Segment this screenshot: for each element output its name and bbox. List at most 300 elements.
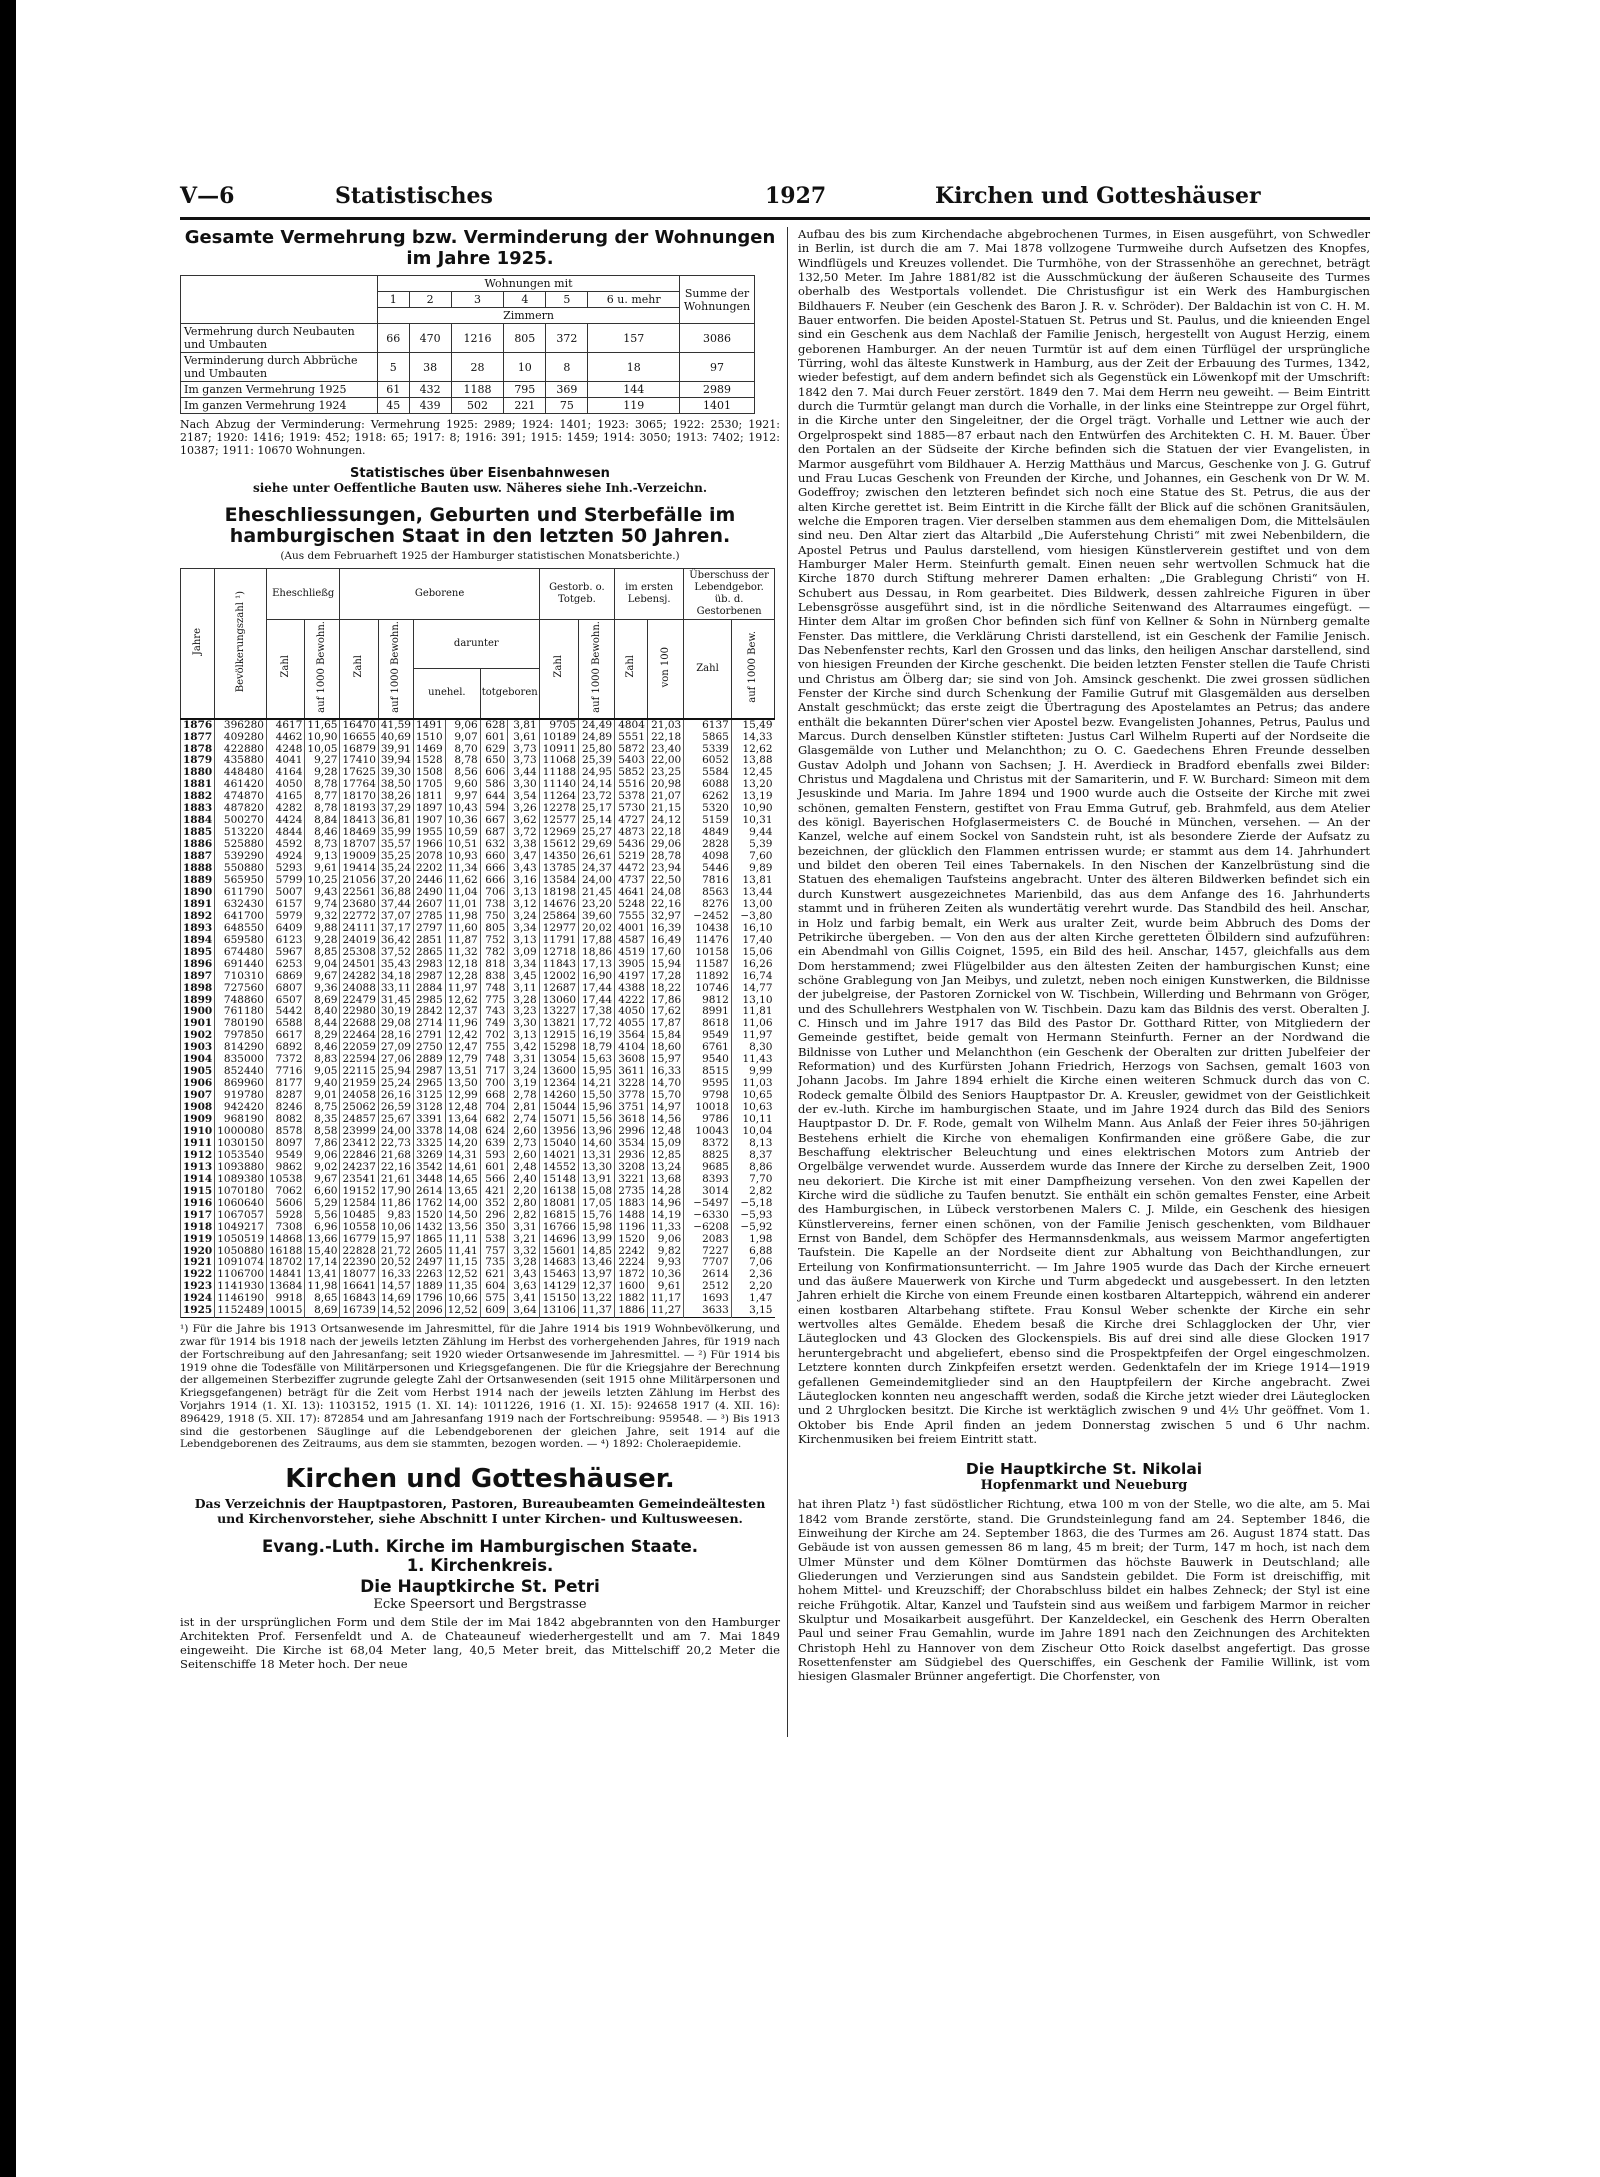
ehe-cell: 2842 (413, 1006, 445, 1018)
ehe-cell: 10746 (684, 983, 732, 995)
ehe-cell: 2242 (615, 1246, 648, 1258)
ehe-cell: 17,13 (579, 959, 615, 971)
ehe-cell: 2497 (413, 1257, 445, 1269)
ehe-cell: 15,09 (647, 1138, 683, 1150)
ehe-cell: 648550 (215, 923, 267, 935)
row-value: 439 (409, 398, 451, 414)
ehe-cell: 10,66 (445, 1293, 480, 1305)
row-value: 45 (378, 398, 410, 414)
ehe-cell: 39,60 (579, 911, 615, 923)
ehe-cell: 14,19 (647, 1210, 683, 1222)
ehe-cell: 4641 (615, 887, 648, 899)
ehe-cell: 1488 (615, 1210, 648, 1222)
ehe-cell: 3633 (684, 1305, 732, 1317)
ehe-cell: 13584 (539, 875, 578, 887)
ehe-cell: 594 (480, 803, 508, 815)
row-label: Verminderung durch Abbrüche und Umbauten (181, 353, 378, 382)
ehe-cell: 3608 (615, 1054, 648, 1066)
ehe-row (181, 1210, 775, 1222)
vermehrung-col: 5 (546, 292, 588, 308)
running-header (180, 175, 1370, 215)
ehe-cell: 6761 (684, 1042, 732, 1054)
ehe-cell: 21,07 (647, 791, 683, 803)
ehe-cell: 12,37 (579, 1281, 615, 1293)
ehe-cell: 3,16 (508, 875, 539, 887)
ehe-cell: 5,56 (305, 1210, 340, 1222)
ehe-cell: 17,87 (647, 1018, 683, 1030)
ehe-cell: 2,20 (508, 1186, 539, 1198)
ehe-cell: 1901 (181, 1018, 215, 1030)
ehe-cell: 6253 (267, 959, 305, 971)
ehe-cell: 16188 (267, 1246, 305, 1258)
ehe-cell: 1093880 (215, 1162, 267, 1174)
row-value: 75 (546, 398, 588, 414)
ehe-cell: 3,26 (508, 803, 539, 815)
ehe-cell: 13,56 (445, 1222, 480, 1234)
ehe-cell: 1907 (181, 1090, 215, 1102)
ehe-cell: 11892 (684, 971, 732, 983)
ehe-cell: 8618 (684, 1018, 732, 1030)
ehe-row (181, 983, 775, 995)
ehe-cell: 24282 (340, 971, 378, 983)
ehe-cell: 838 (480, 971, 508, 983)
ehe-cell: 24,12 (647, 815, 683, 827)
ehe-cell: 4737 (615, 875, 648, 887)
ehe-cell: 3,13 (508, 887, 539, 899)
ehe-cell: 797850 (215, 1030, 267, 1042)
ehe-cell: 3,24 (508, 911, 539, 923)
ehe-cell: 3,15 (731, 1305, 774, 1317)
ehe-cell: 3,23 (508, 1006, 539, 1018)
ehe-cell: 8,65 (305, 1293, 340, 1305)
ehe-cell: 1911 (181, 1138, 215, 1150)
ehe-cell: 2078 (413, 851, 445, 863)
ehe-cell: 11,81 (731, 1006, 774, 1018)
ehe-cell: 13,51 (445, 1066, 480, 1078)
ehe-cell: 1923 (181, 1281, 215, 1293)
ehe-cell: 1882 (181, 791, 215, 803)
ehe-cell: 3,62 (508, 815, 539, 827)
ehe-cell: 3,54 (508, 791, 539, 803)
ehe-cell: 13060 (539, 995, 578, 1007)
ehe-row (181, 1186, 775, 1198)
ehe-cell: 869960 (215, 1078, 267, 1090)
ehe-cell: 10,25 (305, 875, 340, 887)
row-value: 18 (588, 353, 680, 382)
ehe-cell: 10,04 (731, 1126, 774, 1138)
ehe-cell: 1089380 (215, 1174, 267, 1186)
ehe-cell: 5852 (615, 767, 648, 779)
ehe-cell: 22,18 (647, 732, 683, 744)
ehe-cell: 1890 (181, 887, 215, 899)
ehe-cell: 13,65 (445, 1186, 480, 1198)
ehe-cell: 396280 (215, 719, 267, 732)
ehe-cell: 11,43 (731, 1054, 774, 1066)
ehe-cell: 5516 (615, 779, 648, 791)
ehe-cell: 8,46 (305, 1042, 340, 1054)
ehe-cell: 8,78 (445, 755, 480, 767)
ehe-row (181, 971, 775, 983)
ehe-cell: 8,30 (731, 1042, 774, 1054)
ehe-cell: 1469 (413, 744, 445, 756)
ehe-cell: 14,85 (579, 1246, 615, 1258)
ehe-cell: 26,59 (378, 1102, 413, 1114)
ehe-cell: 12915 (539, 1030, 578, 1042)
ehe-cell: 12,52 (445, 1269, 480, 1281)
ehe-cell: 5,39 (731, 839, 774, 851)
ehe-cell: 700 (480, 1078, 508, 1090)
ehe-cell: 2605 (413, 1246, 445, 1258)
ehe-cell: 15071 (539, 1114, 578, 1126)
ehe-cell: 3,72 (508, 827, 539, 839)
ehe-cell: 1904 (181, 1054, 215, 1066)
ehe-cell: 687 (480, 827, 508, 839)
ehe-cell: 16,33 (378, 1269, 413, 1281)
ehe-cell: 1893 (181, 923, 215, 935)
ehe-cell: 752 (480, 935, 508, 947)
ehe-cell: 1693 (684, 1293, 732, 1305)
ehe-cell: 37,44 (378, 899, 413, 911)
ehe-cell: 743 (480, 1006, 508, 1018)
ehe-cell: 750 (480, 911, 508, 923)
ehe-cell: 3,13 (508, 1030, 539, 1042)
ehe-cell: 8578 (267, 1126, 305, 1138)
ehe-cell: 8,70 (445, 744, 480, 756)
vermehrung-title: Gesamte Vermehrung bzw. Verminderung der Wohnungen im Jahre 1925. (184, 227, 776, 269)
ehe-cell: 12,48 (647, 1126, 683, 1138)
ehe-cell: 25,27 (579, 827, 615, 839)
ehe-cell: 9,06 (647, 1234, 683, 1246)
ehe-cell: 26,16 (378, 1090, 413, 1102)
ehe-cell: 3,47 (508, 851, 539, 863)
ehe-cell: 5320 (684, 803, 732, 815)
ehe-cell: 11,04 (445, 887, 480, 899)
ehe-cell: 3,44 (508, 767, 539, 779)
ehe-cell: −5,92 (731, 1222, 774, 1234)
h-jahr: Jahre (191, 627, 203, 655)
ehe-cell: 17,72 (579, 1018, 615, 1030)
ehe-cell: 1508 (413, 767, 445, 779)
ehe-cell: 1762 (413, 1198, 445, 1210)
ehe-cell: 16779 (340, 1234, 378, 1246)
h-ersten: im ersten Lebensj. (615, 569, 684, 620)
ehe-cell: 24,00 (378, 1126, 413, 1138)
ehe-cell: −6208 (684, 1222, 732, 1234)
ehe-cell: 1600 (615, 1281, 648, 1293)
ehe-cell: 8,13 (731, 1138, 774, 1150)
ehe-cell: 21,45 (579, 887, 615, 899)
ehe-row (181, 1222, 775, 1234)
ehe-cell: 11,98 (445, 911, 480, 923)
ehe-cell: 9,89 (731, 863, 774, 875)
ehe-cell: 682 (480, 1114, 508, 1126)
ehe-cell: 780190 (215, 1018, 267, 1030)
ehe-cell: 1909 (181, 1114, 215, 1126)
ehe-cell: 601 (480, 732, 508, 744)
ehe-cell: 10015 (267, 1305, 305, 1317)
ehe-cell: 15601 (539, 1246, 578, 1258)
nikolai-text: hat ihren Platz ¹) fast südöstlicher Richtung, etwa 100 m von der Stelle, wo die alte, am 5. Mai 1842 vom Brande zerstörte, stand. Die Grundsteinlegung fand am 24. September 1846, die Einweihung der Kirche am 24. September 1863, die des Turmes am 26. August 1874 statt. Das Gebäude ist von aussen gemessen 86 m lang, 45 m breit; der Turm, 147 m hoch, ist nach dem Ulmer Münster und dem Kölner Domtürmen das höchste Bauwerk in Deutschland; alle Gliederungen und Verzierungen sind aus Sandstein gebildet. Die Form ist dreischiffig, mit hohem Mittel- und Kreuzschiff; der Chorabschluss bildet ein halbes Zehneck; der Styl ist eine reiche Frühgotik. Altar, Kanzel und Taufstein sind aus weißem und farbigem Marmor in reicher Skulptur und Mosaikarbeit ausgeführt. Der Kanzeldeckel, ein Geschenk des Herrn Oberalten Paul und seiner Frau Gemahlin, wurde im Jahre 1891 nach den Zeichnungen des Architekten Christoph Hehl zu Hannover von dem Zischeur Otto Roick daselbst angefertigt. Das grosse Rosettenfenster am Südgiebel des Querschiffes, ein Geschenk der Familie Willink, ist vom hiesigen Glasmaler Brünner angefertigt. Die Chorfenster, von (798, 1497, 1370, 1684)
ehe-cell: 39,91 (378, 744, 413, 756)
ehe-cell: 14,65 (445, 1174, 480, 1186)
ehe-cell: 9862 (267, 1162, 305, 1174)
ehe-cell: 566 (480, 1174, 508, 1186)
ehe-cell: 15,50 (579, 1090, 615, 1102)
ehe-cell: 3,11 (508, 983, 539, 995)
ehe-cell: 7062 (267, 1186, 305, 1198)
ehe-cell: 10018 (684, 1102, 732, 1114)
ehe-cell: 1919 (181, 1234, 215, 1246)
ehe-cell: 13,31 (579, 1150, 615, 1162)
ehe-cell: 16,39 (647, 923, 683, 935)
ehe-cell: 1877 (181, 732, 215, 744)
ehe-cell: 818 (480, 959, 508, 971)
ehe-cell: 691440 (215, 959, 267, 971)
ehe-cell: 1091074 (215, 1257, 267, 1269)
ehe-cell: 3618 (615, 1114, 648, 1126)
ehe-cell: 9,28 (305, 767, 340, 779)
ehe-cell: 11068 (539, 755, 578, 767)
ehe-cell: 1050880 (215, 1246, 267, 1258)
ehe-cell: 12,62 (731, 744, 774, 756)
ehe-cell: 18,60 (647, 1042, 683, 1054)
ehe-cell: 13227 (539, 1006, 578, 1018)
ehe-cell: 2,74 (508, 1114, 539, 1126)
ehe-cell: 6869 (267, 971, 305, 983)
ehe-cell: 474870 (215, 791, 267, 803)
vermehrung-col: 1 (378, 292, 410, 308)
ehe-cell: 11,11 (445, 1234, 480, 1246)
row-sum: 2989 (680, 382, 755, 398)
ehe-cell: 919780 (215, 1090, 267, 1102)
ehe-cell: 9,99 (731, 1066, 774, 1078)
ehe-cell: 14,28 (647, 1186, 683, 1198)
ehe-cell: 668 (480, 1090, 508, 1102)
ehe-cell: 12002 (539, 971, 578, 983)
nikolai-address: Hopfenmarkt und Neueburg (980, 1478, 1188, 1494)
ehe-cell: 2490 (413, 887, 445, 899)
ehe-cell: 1883 (181, 803, 215, 815)
ehe-cell: 5551 (615, 732, 648, 744)
ehe-row (181, 719, 775, 732)
ehe-cell: 11264 (539, 791, 578, 803)
ehe-cell: 1966 (413, 839, 445, 851)
ehe-cell: 409280 (215, 732, 267, 744)
ehe-cell: 1888 (181, 863, 215, 875)
ehe-cell: 1925 (181, 1305, 215, 1317)
ehe-cell: 36,42 (378, 935, 413, 947)
ehe-cell: 12,79 (445, 1054, 480, 1066)
ehe-cell: 17410 (340, 755, 378, 767)
ehe-cell: 28,78 (647, 851, 683, 863)
ehe-cell: 805 (480, 923, 508, 935)
row-value: 502 (451, 398, 504, 414)
ehe-cell: 24058 (340, 1090, 378, 1102)
ehe-cell: 968190 (215, 1114, 267, 1126)
ehe-cell: 1913 (181, 1162, 215, 1174)
ehe-cell: 13,66 (305, 1234, 340, 1246)
ehe-cell: 19152 (340, 1186, 378, 1198)
ehe-cell: 1917 (181, 1210, 215, 1222)
ehe-cell: 1520 (413, 1210, 445, 1222)
ehe-cell: 16,90 (579, 971, 615, 983)
vermehrung-row (181, 398, 755, 414)
ehe-cell: 4055 (615, 1018, 648, 1030)
nikolai-title: Die Hauptkirche St. Nikolai (965, 1460, 1203, 1479)
ehe-cell: 16815 (539, 1210, 578, 1222)
ehe-cell: 3,12 (508, 899, 539, 911)
ehe-cell: 606 (480, 767, 508, 779)
row-value: 157 (588, 324, 680, 353)
ehe-cell: 14,31 (445, 1150, 480, 1162)
ehe-cell: 7,70 (731, 1174, 774, 1186)
ehe-cell: 11,06 (731, 1018, 774, 1030)
ehe-cell: 13,64 (445, 1114, 480, 1126)
ehe-cell: 5007 (267, 887, 305, 899)
ehe-cell: 29,69 (579, 839, 615, 851)
ehe-cell: 21,15 (647, 803, 683, 815)
h-von: von 100 (659, 646, 671, 687)
ehe-cell: 20,52 (378, 1257, 413, 1269)
ehe-cell: 6,96 (305, 1222, 340, 1234)
ehe-cell: 9,06 (445, 719, 480, 732)
ehe-cell: 421 (480, 1186, 508, 1198)
ehe-cell: 25,24 (378, 1078, 413, 1090)
ehe-cell: 1910 (181, 1126, 215, 1138)
ehe-cell: 6137 (684, 719, 732, 732)
ehe-cell: 14,52 (378, 1305, 413, 1317)
ehe-cell: 10,59 (445, 827, 480, 839)
ehe-cell: 15,95 (579, 1066, 615, 1078)
ehe-cell: 27,06 (378, 1054, 413, 1066)
ehe-cell: 15,63 (579, 1054, 615, 1066)
ehe-cell: 3905 (615, 959, 648, 971)
ehe-cell: 22594 (340, 1054, 378, 1066)
left-column (180, 227, 780, 1671)
ehe-cell: 9,05 (305, 1066, 340, 1078)
ehe-cell: 2,60 (508, 1150, 539, 1162)
vermehrung-note: Nach Abzug der Verminderung: Vermehrung 1925: 2989; 1924: 1401; 1923: 3065; 1922: 2530; 1921: 2187; 1920: 1416; 1919: 452; 1918: 65; 1917: 8; 1916: 391; 1915: 1459; 1914: 3050; 1913: 7402; 1912: 10387; 1911: 10670 Wohnungen. (180, 418, 780, 457)
ehe-cell: 13,20 (731, 779, 774, 791)
vermehrung-row (181, 382, 755, 398)
ehe-cell: 2987 (413, 971, 445, 983)
row-sum: 3086 (680, 324, 755, 353)
ehe-cell: 17,62 (647, 1006, 683, 1018)
ehe-cell: 12,99 (445, 1090, 480, 1102)
ehe-cell: 15,97 (647, 1054, 683, 1066)
h-ueber: Überschuss der Lebendgebor. üb. d. Gestorbenen (684, 569, 775, 620)
ehe-cell: 1796 (413, 1293, 445, 1305)
ehe-cell: 2797 (413, 923, 445, 935)
ehe-cell: 18707 (340, 839, 378, 851)
ehe-cell: 14,60 (579, 1138, 615, 1150)
ehe-cell: 37,20 (378, 875, 413, 887)
ehe-cell: 16,49 (647, 935, 683, 947)
ehe-cell: 539290 (215, 851, 267, 863)
ehe-cell: 18413 (340, 815, 378, 827)
ehe-cell: 8393 (684, 1174, 732, 1186)
ehe-cell: 2,78 (508, 1090, 539, 1102)
ehe-cell: 37,29 (378, 803, 413, 815)
ehe-cell: 17,14 (305, 1257, 340, 1269)
ehe-cell: 3542 (413, 1162, 445, 1174)
ehe-cell: 22059 (340, 1042, 378, 1054)
ehe-cell: 659580 (215, 935, 267, 947)
row-value: 470 (409, 324, 451, 353)
ehe-cell: 11843 (539, 959, 578, 971)
right-column (798, 227, 1370, 1684)
ehe-cell: 36,81 (378, 815, 413, 827)
vermehrung-rooms-label: Zimmern (378, 308, 680, 324)
row-sum: 97 (680, 353, 755, 382)
row-value: 66 (378, 324, 410, 353)
ehe-cell: 1922 (181, 1269, 215, 1281)
vermehrung-col: 2 (409, 292, 451, 308)
ehe-cell: 35,57 (378, 839, 413, 851)
ehe-cell: 21,03 (647, 719, 683, 732)
ehe-cell: 350 (480, 1222, 508, 1234)
ehe-cell: 22390 (340, 1257, 378, 1269)
ehe-cell: 11,60 (445, 923, 480, 935)
ehe-cell: 24,14 (579, 779, 615, 791)
ehe-cell: 9,04 (305, 959, 340, 971)
ehe-cell: 17,60 (647, 947, 683, 959)
ehe-cell: 550880 (215, 863, 267, 875)
ehe-cell: 4050 (267, 779, 305, 791)
ehe-cell: 12,18 (445, 959, 480, 971)
ehe-cell: 3,43 (508, 863, 539, 875)
ehe-cell: 15,94 (647, 959, 683, 971)
ehe-cell: 12,85 (647, 1150, 683, 1162)
ehe-cell: 10,51 (445, 839, 480, 851)
ehe-cell: 5928 (267, 1210, 305, 1222)
ehe-cell: 3,32 (508, 1246, 539, 1258)
ehe-cell: 735 (480, 1257, 508, 1269)
vermehrung-col: 3 (451, 292, 504, 308)
vermehrung-corner (181, 276, 378, 324)
ehe-cell: 8515 (684, 1066, 732, 1078)
petri-address: Ecke Speersort und Bergstrasse (373, 1597, 587, 1613)
ehe-cell: 5248 (615, 899, 648, 911)
ehe-cell: 25,94 (378, 1066, 413, 1078)
ehe-cell: 22688 (340, 1018, 378, 1030)
ehe-cell: 7,60 (731, 851, 774, 863)
ehe-cell: 2865 (413, 947, 445, 959)
ehe-cell: 22,16 (647, 899, 683, 911)
ehe-cell: 435880 (215, 755, 267, 767)
ehe-cell: 2607 (413, 899, 445, 911)
ehe-cell: 14,97 (647, 1102, 683, 1114)
ehe-cell: 11,27 (647, 1305, 683, 1317)
ehe-cell: 1886 (615, 1305, 648, 1317)
ehe-cell: 9595 (684, 1078, 732, 1090)
ehe-cell: 24237 (340, 1162, 378, 1174)
kirchen-intro: Das Verzeichnis der Hauptpastoren, Pastoren, Bureaubeamten Gemeindeältesten und Kirchenvorsteher, siehe Abschnitt I unter Kirchen- und Kultusweesen. (194, 1496, 766, 1527)
ehe-cell: 15,40 (305, 1246, 340, 1258)
ehe-cell: 6409 (267, 923, 305, 935)
ehe-cell: 717 (480, 1066, 508, 1078)
ehe-cell: 4165 (267, 791, 305, 803)
ehe-cell: 5979 (267, 911, 305, 923)
ehe-cell: 12,62 (445, 995, 480, 1007)
ehe-cell: 13,88 (731, 755, 774, 767)
ehe-cell: 11587 (684, 959, 732, 971)
h-bev: Bevölkerungszahl ¹) (234, 590, 246, 692)
ehe-cell: 7227 (684, 1246, 732, 1258)
ehe-cell: 538 (480, 1234, 508, 1246)
ehe-cell: 13956 (539, 1126, 578, 1138)
ehe-cell: 1902 (181, 1030, 215, 1042)
